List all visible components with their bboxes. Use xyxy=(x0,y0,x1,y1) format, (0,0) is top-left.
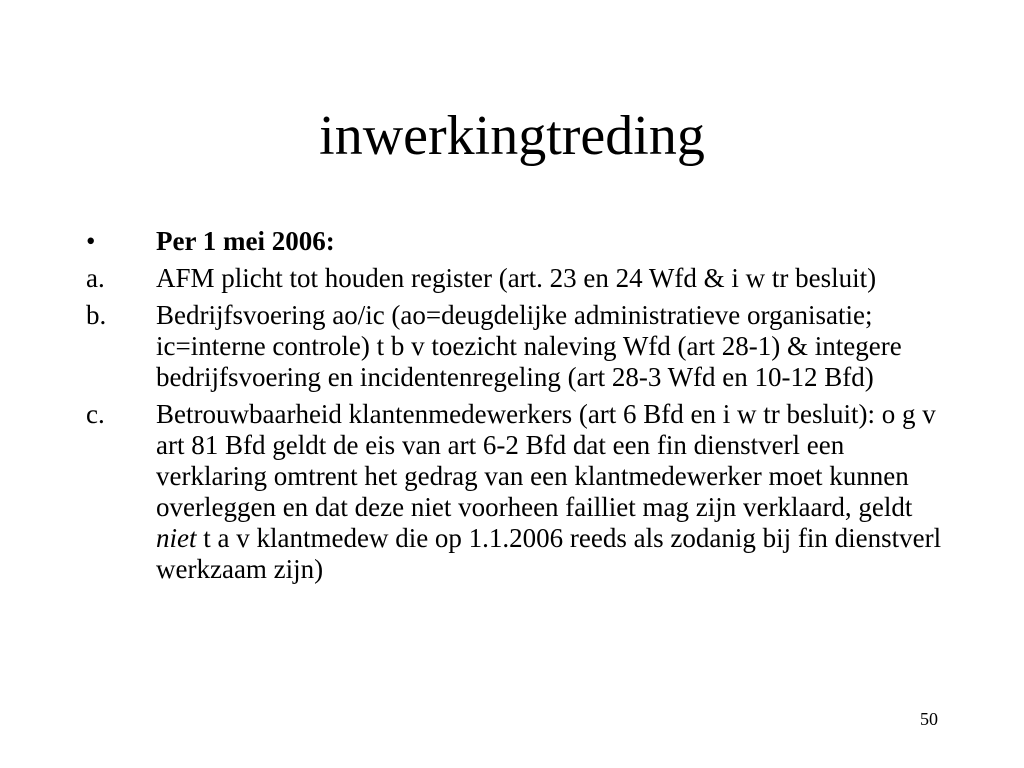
list-item-bullet xyxy=(86,226,946,257)
page-number: 50 xyxy=(920,709,938,729)
slide-content xyxy=(86,226,946,591)
list-marker-a: a. xyxy=(86,263,105,293)
list-marker-c: c. xyxy=(86,399,105,429)
list-item-a xyxy=(86,263,946,294)
list-item-text-after: t a v klantmedew die op 1.1.2006 reeds als zodanig bij fin dienstverl werkzaam zijn) xyxy=(156,523,942,584)
list-item-b xyxy=(86,300,946,393)
list-item-text-before: Betrouwbaarheid klantenmedewerkers (art 6 Bfd en i w tr besluit): o g v art 81 Bfd geldt de eis van art 6-2 Bfd dat een fin dienstverl een verklaring omtrent het gedrag van een klantmedewerker moet kunnen overleggen en dat deze niet voorheen failliet mag zijn verklaard, geldt xyxy=(156,399,936,522)
bullet-marker: • xyxy=(86,226,96,256)
slide-title: inwerkingtreding xyxy=(319,105,705,167)
list-marker-b: b. xyxy=(86,300,107,330)
list-item-c xyxy=(86,399,946,585)
list-item-text xyxy=(156,399,946,585)
list-item-text-italic: niet xyxy=(156,523,197,553)
list-item-text: Per 1 mei 2006: xyxy=(156,226,335,256)
list-item-text: AFM plicht tot houden register (art. 23 en 24 Wfd & i w tr besluit) xyxy=(156,263,877,293)
list-item-text: Bedrijfsvoering ao/ic (ao=deugdelijke administratieve organisatie; ic=interne controle) t b v toezicht naleving Wfd (art 28-1) & integere bedrijfsvoering en incidentenregeling (art 28-3 Wfd en 10-12 Bfd) xyxy=(156,300,902,392)
